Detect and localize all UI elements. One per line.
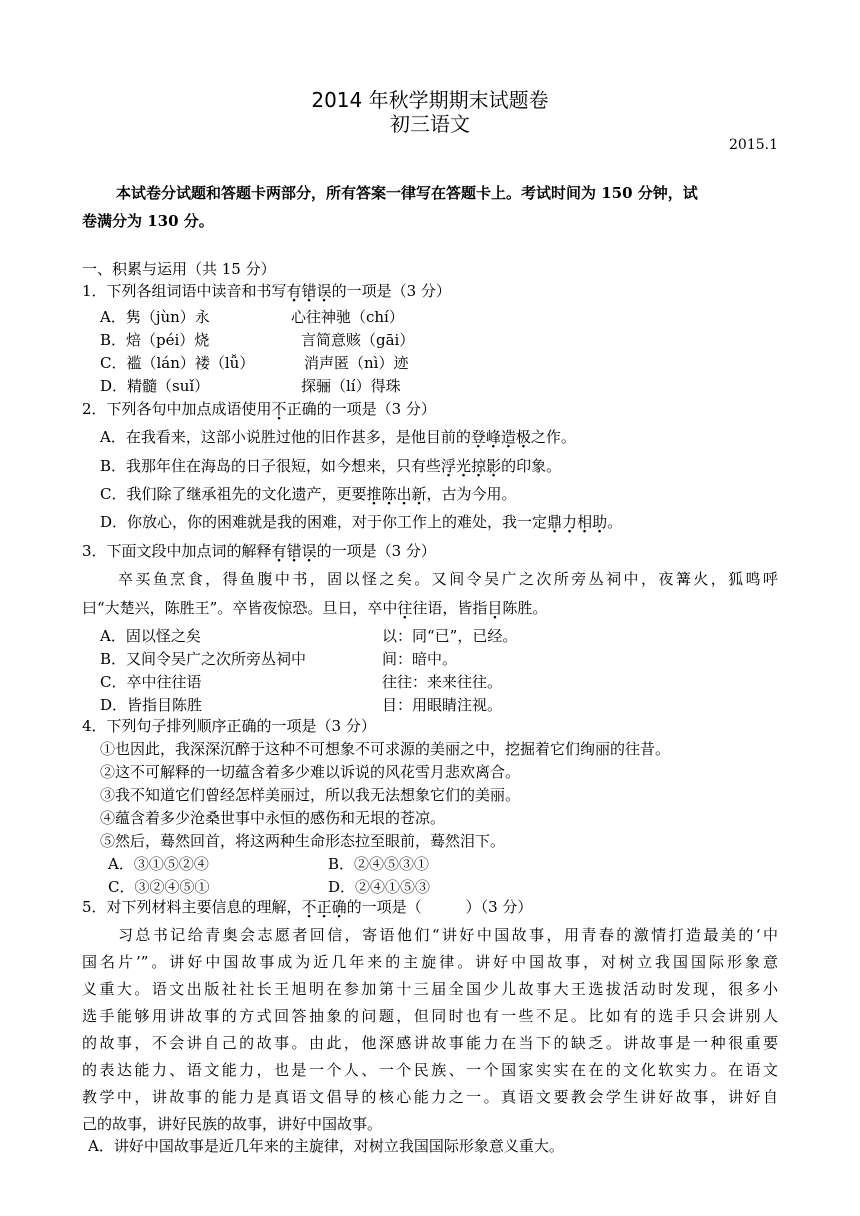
exam-subtitle: 初三语文 bbox=[390, 112, 470, 136]
q1-option-b-right: 言简意赅（gāi） bbox=[301, 331, 415, 349]
q5-passage-line-7: 教学中，讲故事的能力是真语文倡导的核心能力之一。真语文要教会学生讲好故事，讲好自 bbox=[82, 1088, 778, 1106]
question-4-stem: 4．下列句子排列顺序正确的一项是（3 分） bbox=[82, 717, 376, 735]
q3-passage-line-1: 卒买鱼烹食，得鱼腹中书，固以怪之矣。又间令吴广之次所旁丛祠中，夜篝火，狐鸣呼 bbox=[118, 570, 778, 588]
q3-option-a-left: A．固以怪之矣 bbox=[100, 627, 201, 645]
q3-option-b-right: 间：暗中。 bbox=[382, 650, 458, 668]
q3-option-a-right: 以：同“已”，已经。 bbox=[382, 627, 518, 645]
q5-passage-line-4: 选手能够用讲故事的方式回答抽象的问题，但同时也有一些不足。比如有的选手只会讲别人 bbox=[82, 1007, 778, 1025]
exam-date: 2015.1 bbox=[729, 137, 778, 153]
q1-option-a-left: A．隽（jùn）永 bbox=[100, 308, 210, 326]
q5-passage-line-6: 的表达能力、语文能力，也是一个人、一个民族、一个国家实实在在的文化软实力。在语文 bbox=[82, 1061, 778, 1079]
q3-option-c-right: 往往：来来往往。 bbox=[382, 673, 503, 691]
q4-sentence-1: ①也因此，我深深沉醉于这种不可想象不可求源的美丽之中，挖掘着它们绚丽的往昔。 bbox=[100, 740, 671, 758]
q5-passage-line-5: 的故事，不会讲自己的故事。由此，他深感讲故事能力在当下的缺乏。讲故事是一种很重要 bbox=[82, 1034, 778, 1052]
q5-passage-line-2: 国名片’”。讲好中国故事成为近几年来的主旋律。讲好中国故事，对树立我国国际形象意 bbox=[82, 953, 778, 971]
intro-line-1: 本试卷分试题和答题卡两部分，所有答案一律写在答题卡上。考试时间为 150 分钟，试 bbox=[116, 184, 698, 202]
q2-option-d: D．你放心，你的困难就是我的困难，对于你工作上的难处，我一定鼎力相助。 bbox=[100, 513, 623, 531]
q2-option-b: B．我那年住在海岛的日子很短，如今想来，只有些浮光掠影的印象。 bbox=[100, 457, 562, 475]
q3-option-d-right: 目：用眼睛注视。 bbox=[382, 696, 503, 714]
q4-option-b: B．②④⑤③① bbox=[328, 855, 430, 873]
q3-passage-line-2: 曰“大楚兴，陈胜王”。卒皆夜惊恐。旦日，卒中往往语，皆指目陈胜。 bbox=[82, 599, 548, 617]
question-5-stem: 5．对下列材料主要信息的理解，不正确的一项是（ ）（3 分） bbox=[82, 898, 533, 916]
intro-line-2: 卷满分为 130 分。 bbox=[82, 212, 214, 230]
q3-option-c-left: C．卒中往往语 bbox=[100, 673, 202, 691]
q5-passage-line-8: 己的故事，讲好民族的故事，讲好中国故事。 bbox=[82, 1115, 383, 1133]
q4-sentence-3: ③我不知道它们曾经怎样美丽过，所以我无法想象它们的美丽。 bbox=[100, 786, 521, 804]
q1-option-d-left: D．精髓（suǐ） bbox=[100, 377, 210, 395]
exam-title: 2014 年秋学期期末试题卷 bbox=[311, 88, 549, 112]
q3-option-d-left: D．皆指目陈胜 bbox=[100, 696, 203, 714]
q4-sentence-5: ⑤然后，蓦然回首，将这两种生命形态拉至眼前，蓦然泪下。 bbox=[100, 832, 506, 850]
q1-option-d-right: 探骊（lí）得珠 bbox=[301, 377, 401, 395]
q3-option-b-left: B．又间令吴广之次所旁丛祠中 bbox=[100, 650, 307, 668]
q1-option-c-left: C．褴（lán）褛（lǚ） bbox=[100, 354, 255, 372]
q5-option-a: A．讲好中国故事是近几年来的主旋律，对树立我国国际形象意义重大。 bbox=[88, 1137, 564, 1155]
q2-option-a: A．在我看来，这部小说胜过他的旧作甚多，是他目前的登峰造极之作。 bbox=[100, 428, 576, 446]
question-1-stem: 1．下列各组词语中读音和书写有错误的一项是（3 分） bbox=[82, 282, 451, 300]
q5-passage-line-3: 义重大。语文出版社社长王旭明在参加第十三届全国少儿故事大王选拔活动时发现，很多小 bbox=[82, 980, 778, 998]
q4-sentence-2: ②这不可解释的一切蕴含着多少难以诉说的风花雪月悲欢离合。 bbox=[100, 763, 521, 781]
q4-option-d: D．②④①⑤③ bbox=[328, 878, 431, 896]
q1-option-c-right: 消声匿（nì）迹 bbox=[304, 354, 409, 372]
q4-sentence-4: ④蕴含着多少沧桑世事中永恒的感伤和无垠的苍凉。 bbox=[100, 809, 446, 827]
question-2-stem: 2．下列各句中加点成语使用不正确的一项是（3 分） bbox=[82, 400, 436, 418]
q4-option-a: A．③①⑤②④ bbox=[108, 855, 209, 873]
q5-passage-line-1: 习总书记给青奥会志愿者回信，寄语他们“讲好中国故事，用青春的激情打造最美的‘中 bbox=[118, 926, 778, 944]
section-heading: 一、积累与运用（共 15 分） bbox=[82, 260, 276, 278]
q4-option-c: C．③②④⑤① bbox=[108, 878, 210, 896]
q1-option-a-right: 心往神驰（chí） bbox=[291, 308, 404, 326]
question-3-stem: 3．下面文段中加点词的解释有错误的一项是（3 分） bbox=[82, 542, 436, 560]
q2-option-c: C．我们除了继承祖先的文化遗产，更要推陈出新，古为今用。 bbox=[100, 485, 517, 503]
q1-option-b-left: B．焙（péi）烧 bbox=[100, 331, 210, 349]
